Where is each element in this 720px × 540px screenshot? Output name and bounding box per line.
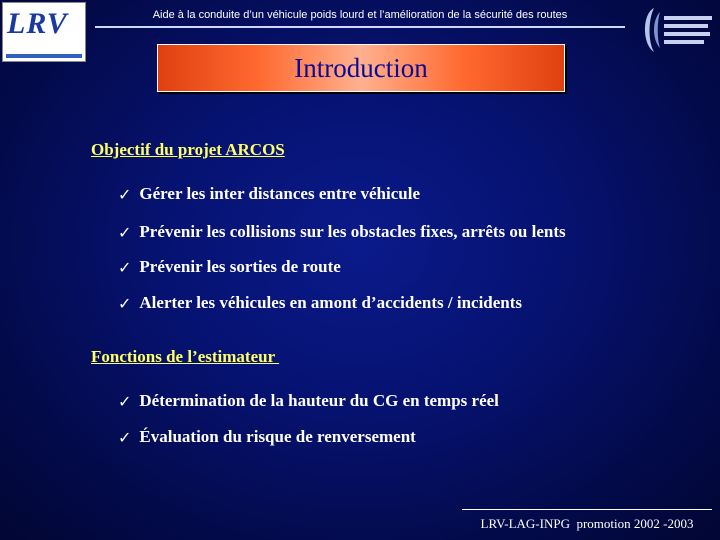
lrv-logo	[2, 2, 86, 62]
list-item-text: Prévenir les sorties de route	[139, 257, 341, 276]
list-item	[118, 391, 499, 411]
lrv-logo-text: LRV	[7, 7, 68, 40]
lrv-logo-underline	[6, 54, 82, 58]
list-item	[118, 427, 416, 447]
checkmark-icon: ✓	[118, 222, 132, 242]
list-item	[118, 184, 420, 204]
header-tagline: Aide à la conduite d’un véhicule poids lourd et l’amélioration de la sécurité des routes	[152, 9, 568, 21]
checkmark-icon: ✓	[118, 427, 132, 447]
list-item-text: Évaluation du risque de renversement	[139, 427, 416, 446]
list-item	[118, 257, 341, 277]
checkmark-icon: ✓	[118, 391, 132, 411]
list-item	[118, 222, 566, 242]
footer-credit: LRV-LAG-INPG promotion 2002 -2003	[480, 516, 694, 531]
checkmark-icon: ✓	[118, 257, 132, 277]
list-item-text: Prévenir les collisions sur les obstacles fixes, arrêts ou lents	[139, 222, 566, 241]
list-item-text: Gérer les inter distances entre véhicule	[139, 184, 421, 203]
section-heading-fonctions: Fonctions de l’estimateur	[91, 347, 280, 366]
footer-divider	[462, 509, 712, 510]
title-banner	[157, 44, 565, 92]
lag-logo-icon	[640, 4, 716, 56]
header-divider	[95, 26, 625, 28]
section-heading-objectif: Objectif du projet ARCOS	[91, 140, 285, 159]
list-item-text: Détermination de la hauteur du CG en temps réel	[139, 391, 499, 410]
page-title: Introduction	[294, 52, 428, 83]
list-item	[118, 293, 522, 313]
lag-logo	[640, 4, 716, 56]
checkmark-icon: ✓	[118, 293, 132, 313]
list-item-text: Alerter les véhicules en amont d’accidents / incidents	[139, 293, 523, 312]
checkmark-icon: ✓	[118, 184, 132, 204]
